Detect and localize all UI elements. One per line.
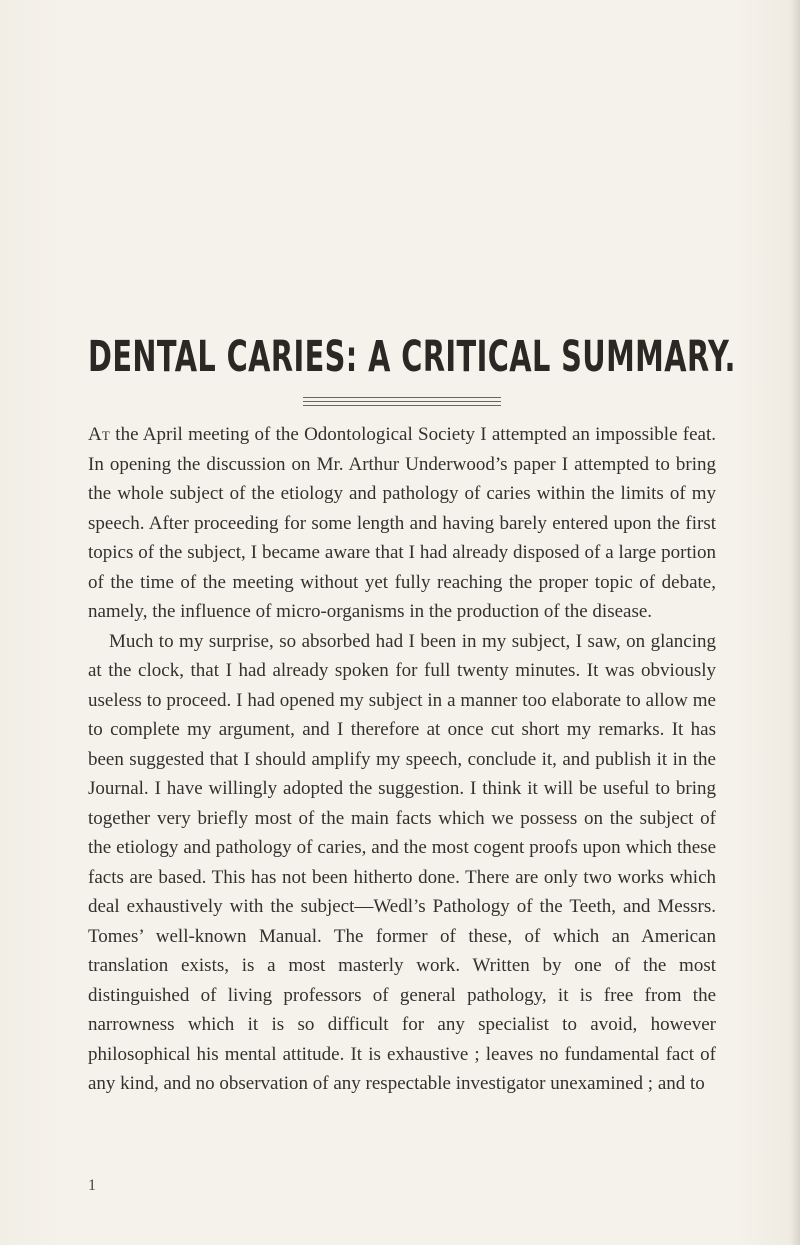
opening-word: At [88,424,111,445]
title-rule-line-middle [303,401,501,402]
page-number: 1 [88,1177,96,1194]
paragraph-2-text: Much to my surprise, so absorbed had I been in my subject, I saw, on glancing at the clock, that I had already spoken for full twenty minutes. It was obviously useless to proceed. I had opened my subject in a manner too elaborate to allow me to complete my argument, and I therefore at once cut short my remarks. It has been suggested that I should amplify my speech, conclude it, and publish it in the Journal. I have willingly adopted the suggestion. I think it will be useful to bring together very briefly most of the main facts which we possess on the subject of the etiology and pathology of caries, and the most cogent proofs upon which these facts are based. This has not been hitherto done. There are only two works which deal exhaustively with the subject—Wedl’s Pathology of the Teeth, and Messrs. Tomes’ well-known Manual. The former of these, of which an American translation exists, is a most masterly work. Written by one of the most distinguished of living professors of general pathology, it is free from the narrowness which it is so difficult for any specialist to avoid, however philosophical his mental attitude. It is exhaustive ; leaves no fundamental fact of any kind, and no observation of any respectable investigator unexamined ; and to [88,630,716,1094]
title-rule-line-bottom [303,405,501,406]
title-rule-line-top [303,397,501,398]
paragraph-2 [88,627,716,1099]
page-edge-shadow [790,0,800,1245]
page-title: DENTAL CARIES: A CRITICAL SUMMARY. [88,332,736,382]
article-body [88,420,716,1099]
title-rule [303,397,501,407]
paragraph-1-text: the April meeting of the Odontological Society I attempted an impossible feat. In opening the discussion on Mr. Arthur Underwood’s paper I attempted to bring the whole subject of the etiology and pathology of caries within the limits of my speech. After proceeding for some length and having barely entered upon the first topics of the subject, I became aware that I had already disposed of a large portion of the time of the meeting without yet fully reaching the proper topic of debate, namely, the influence of micro-organisms in the production of the disease. [88,424,716,622]
paragraph-1 [88,420,716,627]
